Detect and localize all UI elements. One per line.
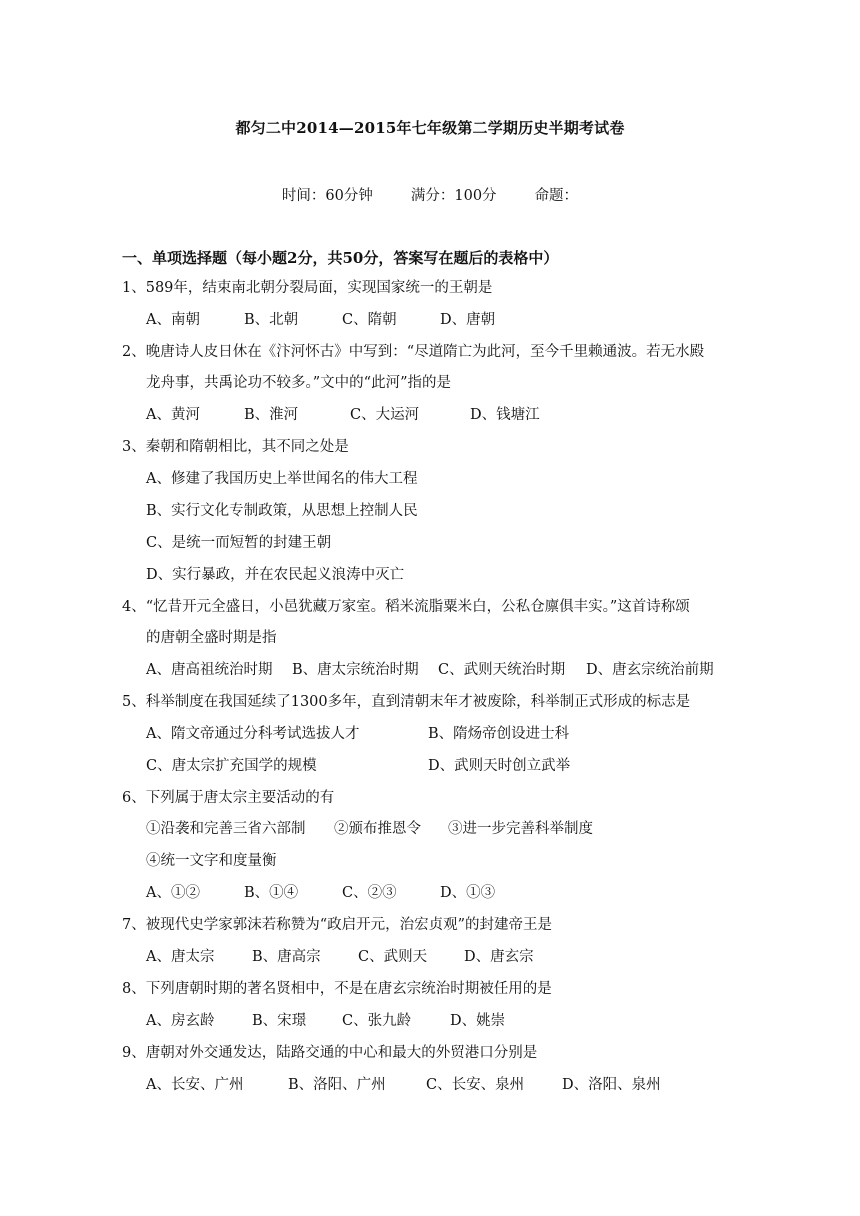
question-6-stem: 6、下列属于唐太宗主要活动的有 — [122, 790, 335, 806]
question-3-stem: 3、秦朝和隋朝相比，其不同之处是 — [122, 439, 349, 455]
exam-score: 满分：100分 — [410, 188, 497, 204]
question-1-option-d: D、唐朝 — [440, 312, 496, 328]
question-1-options — [146, 310, 495, 330]
question-2-stem-line-2: 龙舟事，共禹论功不较多。”文中的“此河”指的是 — [146, 375, 451, 391]
question-6-option-d: D、①③ — [440, 885, 496, 901]
exam-title: 都匀二中2014—2015年七年级第二学期历史半期考试卷 — [235, 119, 625, 137]
question-9-stem: 9、唐朝对外交通发达，陆路交通的中心和最大的外贸港口分别是 — [122, 1045, 538, 1061]
question-2-option-a: A、黄河 — [146, 407, 200, 423]
question-8-option-d: D、姚崇 — [450, 1013, 506, 1029]
question-7-option-c: C、武则天 — [358, 949, 428, 965]
question-7-stem: 7、被现代史学家郭沫若称赞为“政启开元，治宏贞观”的封建帝王是 — [122, 917, 553, 933]
question-5-option-b: B、隋炀帝创设进士科 — [428, 726, 570, 742]
question-5-option-d: D、武则天时创立武举 — [428, 758, 571, 774]
question-4-option-d: D、唐玄宗统治前期 — [586, 662, 714, 678]
question-8-option-c: C、张九龄 — [342, 1013, 412, 1029]
question-3-option-c: C、是统一而短暂的封建王朝 — [146, 535, 332, 551]
question-2-option-b: B、淮河 — [244, 407, 299, 423]
question-2-stem-line-1: 2、晚唐诗人皮日休在《汴河怀古》中写到：“尽道隋亡为此河，至今千里赖通波。若无水殿 — [122, 344, 705, 360]
question-4-stem-line-1: 4、“忆昔开元全盛日，小邑犹藏万家室。稻米流脂粟米白，公私仓廪俱丰实。”这首诗称颂 — [122, 599, 690, 615]
question-7-options — [146, 947, 534, 967]
question-7-option-a: A、唐太宗 — [146, 949, 215, 965]
question-4-option-b: B、唐太宗统治时期 — [292, 662, 419, 678]
question-9-option-a: A、长安、广州 — [146, 1077, 244, 1093]
question-3-option-b: B、实行文化专制政策，从思想上控制人民 — [146, 503, 418, 519]
question-2-option-c: C、大运河 — [350, 407, 420, 423]
question-9-option-c: C、长安、泉州 — [426, 1077, 525, 1093]
question-6-option-b: B、①④ — [244, 885, 299, 901]
question-6-item-3: ③进一步完善科举制度 — [448, 821, 593, 837]
question-2-option-d: D、钱塘江 — [470, 407, 540, 423]
question-4-option-a: A、唐高祖统治时期 — [146, 662, 273, 678]
question-2-options — [146, 405, 540, 425]
question-1-option-c: C、隋朝 — [342, 312, 397, 328]
exam-meta — [0, 184, 860, 205]
question-6-item-1: ①沿袭和完善三省六部制 — [146, 821, 306, 837]
question-9-option-d: D、洛阳、泉州 — [562, 1077, 661, 1093]
question-4-stem-line-2: 的唐朝全盛时期是指 — [146, 630, 277, 646]
question-5-option-a: A、隋文帝通过分科考试选拔人才 — [146, 726, 360, 742]
question-4-options — [146, 660, 714, 680]
question-5-options-row-2 — [146, 756, 570, 776]
question-1-option-b: B、北朝 — [244, 312, 299, 328]
question-8-options — [146, 1011, 505, 1031]
question-7-option-d: D、唐玄宗 — [464, 949, 534, 965]
question-6-item-2: ②颁布推恩令 — [334, 821, 421, 837]
question-5-options-row-1 — [146, 724, 569, 744]
question-3-option-d: D、实行暴政，并在农民起义浪涛中灭亡 — [146, 567, 405, 583]
question-7-option-b: B、唐高宗 — [252, 949, 321, 965]
question-8-option-b: B、宋璟 — [252, 1013, 307, 1029]
question-4-option-c: C、武则天统治时期 — [438, 662, 566, 678]
exam-time: 时间：60分钟 — [281, 188, 373, 204]
question-6-items-row-1 — [146, 819, 593, 839]
question-6-options — [146, 883, 495, 903]
question-8-option-a: A、房玄龄 — [146, 1013, 215, 1029]
question-1-stem: 1、589年，结束南北朝分裂局面，实现国家统一的王朝是 — [122, 280, 493, 296]
exam-author: 命题： — [534, 188, 579, 204]
question-6-option-a: A、①② — [146, 885, 200, 901]
question-3-option-a: A、修建了我国历史上举世闻名的伟大工程 — [146, 471, 418, 487]
question-6-option-c: C、②③ — [342, 885, 397, 901]
section-heading: 一、单项选择题（每小题2分，共50分，答案写在题后的表格中） — [122, 249, 559, 267]
question-1-option-a: A、南朝 — [146, 312, 200, 328]
question-9-options — [146, 1075, 661, 1095]
question-8-stem: 8、下列唐朝时期的著名贤相中，不是在唐玄宗统治时期被任用的是 — [122, 981, 552, 997]
question-6-item-4: ④统一文字和度量衡 — [146, 853, 277, 869]
question-5-stem: 5、科举制度在我国延续了1300多年，直到清朝末年才被废除，科举制正式形成的标志是 — [122, 694, 691, 710]
question-9-option-b: B、洛阳、广州 — [288, 1077, 386, 1093]
question-5-option-c: C、唐太宗扩充国学的规模 — [146, 758, 317, 774]
